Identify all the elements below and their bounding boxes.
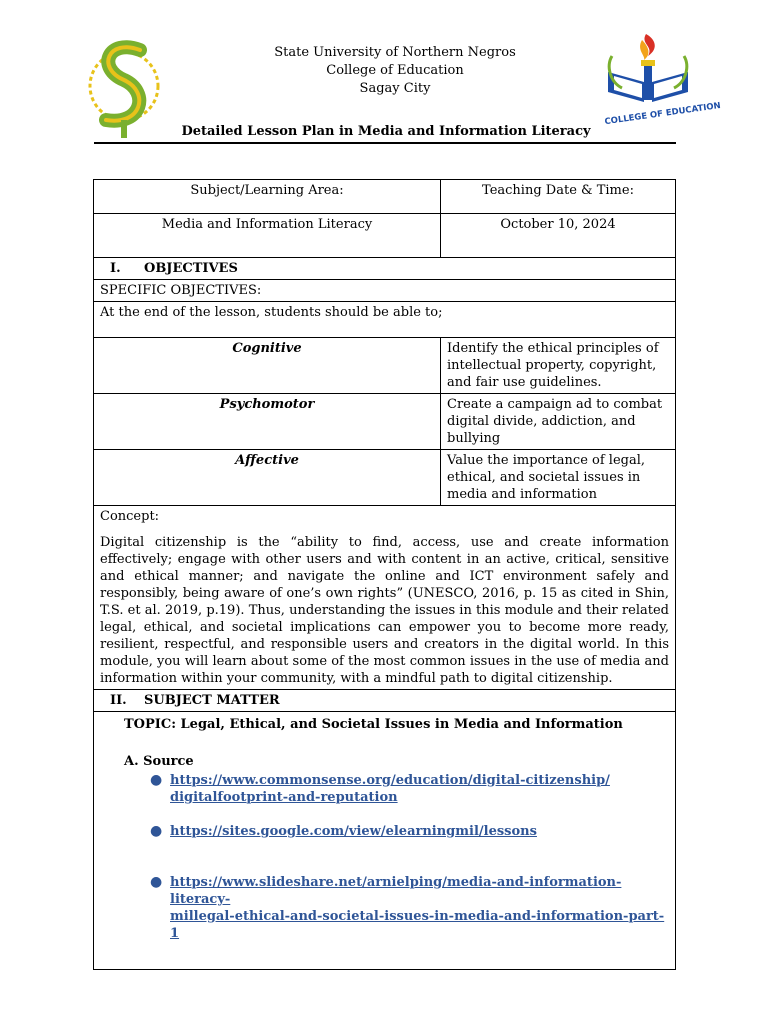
college-logo xyxy=(600,26,722,128)
lesson-plan-table xyxy=(93,179,676,970)
objective-text: Create a campaign ad to combat digital divide, addiction, and bullying xyxy=(441,394,676,450)
subject-matter-title: SUBJECT MATTER xyxy=(144,693,280,708)
topic-text: TOPIC: Legal, Ethical, and Societal Issues in Media and Information xyxy=(124,717,623,732)
objectives-number: I. xyxy=(110,261,121,276)
objectives-intro: At the end of the lesson, students should be able to; xyxy=(94,302,676,338)
specific-objectives-label: SPECIFIC OBJECTIVES: xyxy=(94,280,676,302)
subject-matter-heading xyxy=(94,690,676,712)
objective-row-psychomotor xyxy=(94,394,676,450)
source-link-google-sites[interactable]: https://sites.google.com/view/elearningmil/lessons xyxy=(170,824,537,839)
date-label: Teaching Date & Time: xyxy=(441,180,676,214)
objective-domain: Cognitive xyxy=(94,338,441,394)
objectives-intro-row xyxy=(94,302,676,338)
subject-matter-cell xyxy=(94,712,676,970)
objective-domain: Psychomotor xyxy=(94,394,441,450)
title-divider xyxy=(94,142,676,144)
objectives-heading xyxy=(94,258,676,280)
subject-label: Subject/Learning Area: xyxy=(94,180,441,214)
specific-objectives-row xyxy=(94,280,676,302)
objectives-title: OBJECTIVES xyxy=(144,261,238,276)
college-logo-text: COLLEGE OF EDUCATION xyxy=(604,101,722,128)
bullet-icon: ● xyxy=(150,874,163,890)
bullet-icon: ● xyxy=(150,772,163,788)
source-link-commonsense[interactable] xyxy=(170,773,610,805)
subject-matter-number: II. xyxy=(110,693,127,708)
source-link-slideshare[interactable] xyxy=(170,875,664,941)
list-item xyxy=(100,874,669,942)
subject-value: Media and Information Literacy xyxy=(94,214,441,258)
objectives-heading-row xyxy=(94,258,676,280)
link-line[interactable]: https://www.commonsense.org/education/digital-citizenship/ xyxy=(170,773,610,788)
objective-domain: Affective xyxy=(94,450,441,506)
list-item xyxy=(100,772,669,806)
city-name: Sagay City xyxy=(359,81,431,96)
header-block xyxy=(200,44,590,98)
source-links-list xyxy=(100,772,669,942)
link-line[interactable]: https://www.slideshare.net/arnielping/media-and-information-literacy- xyxy=(170,875,622,907)
objective-row-cognitive xyxy=(94,338,676,394)
objective-text: Identify the ethical principles of intellectual property, copyright, and fair use guidelines. xyxy=(441,338,676,394)
bullet-icon: ● xyxy=(150,823,163,839)
subject-matter-heading-row xyxy=(94,690,676,712)
list-item xyxy=(100,823,669,840)
header-row xyxy=(94,180,676,214)
concept-row xyxy=(94,506,676,690)
document-title: Detailed Lesson Plan in Media and Information Literacy xyxy=(181,124,591,139)
concept-cell xyxy=(94,506,676,690)
objective-text: Value the importance of legal, ethical, and societal issues in media and information xyxy=(441,450,676,506)
concept-text: Digital citizenship is the “ability to find, access, use and create information effectively; engage with other users and with content in an active, critical, sensitive and ethical manner; and navigate the online and ICT environment safely and responsibly, being aware of one’s own rights” (UNESCO, 2016, p. 15 as cited in Shin, T.S. et al. 2019, p.19). Thus, understanding the issues in this module and their related legal, ethical, and societal implications can empower you to become more ready, resilient, respectful, and responsible users and creators in the digital world. In this module, you will learn about some of the most common issues in the use of media and information within your community, with a mindful path to digital citizenship. xyxy=(100,535,669,686)
subject-matter-row xyxy=(94,712,676,970)
link-line[interactable]: millegal-ethical-and-societal-issues-in-media-and-information-part-1 xyxy=(170,909,665,941)
college-name: College of Education xyxy=(326,63,464,78)
link-line[interactable]: digitalfootprint-and-reputation xyxy=(170,790,398,805)
date-value: October 10, 2024 xyxy=(441,214,676,258)
source-heading: A. Source xyxy=(124,754,194,769)
university-name: State University of Northern Negros xyxy=(274,45,516,60)
objective-row-affective xyxy=(94,450,676,506)
value-row xyxy=(94,214,676,258)
concept-label: Concept: xyxy=(100,509,160,524)
